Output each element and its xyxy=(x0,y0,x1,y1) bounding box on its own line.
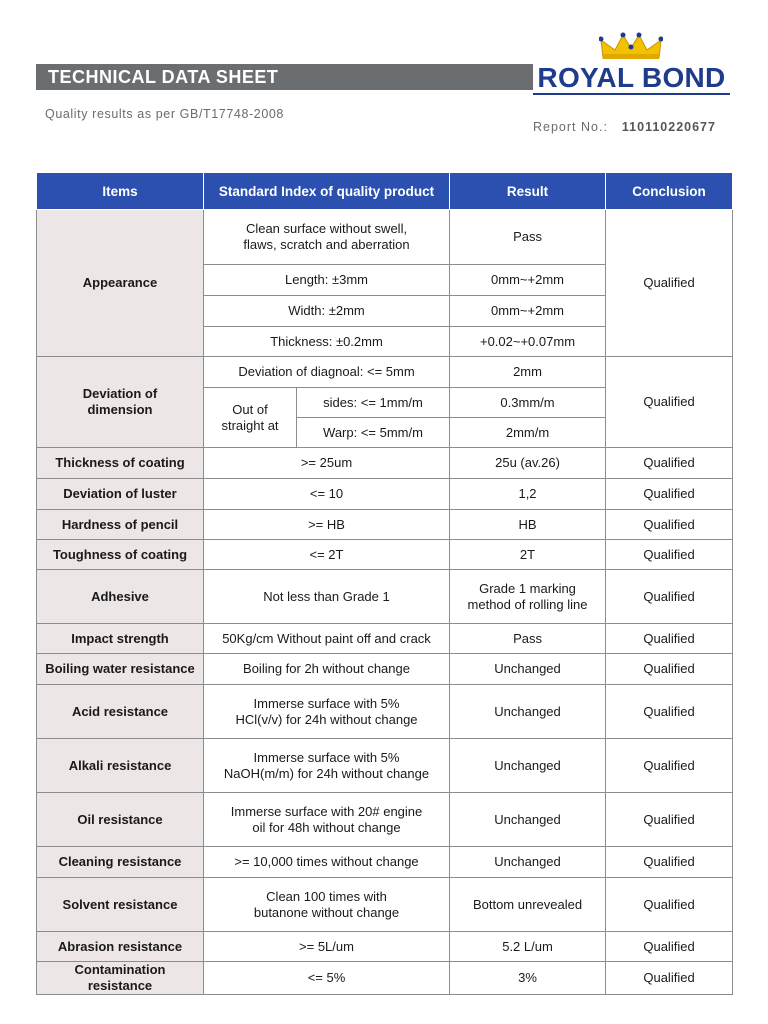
table-row xyxy=(37,932,733,962)
table-row xyxy=(37,962,733,995)
standard-cell: 50Kg/cm Without paint off and crack xyxy=(204,624,450,654)
standard-cell: >= 25um xyxy=(204,448,450,479)
conclusion-cell: Qualified xyxy=(606,479,733,510)
item-cell: Deviation of luster xyxy=(37,479,204,510)
standard-cell: <= 10 xyxy=(204,479,450,510)
standard-cell: Width: ±2mm xyxy=(204,296,450,327)
table-row xyxy=(37,210,733,265)
conclusion-cell: Qualified xyxy=(606,739,733,793)
standard-cell: Boiling for 2h without change xyxy=(204,654,450,685)
table-row xyxy=(37,479,733,510)
table-row xyxy=(37,510,733,540)
header-standard: Standard Index of quality product xyxy=(204,173,450,210)
result-cell: HB xyxy=(450,510,606,540)
table-row xyxy=(37,878,733,932)
item-cell: Oil resistance xyxy=(37,793,204,847)
standard-cell: Immerse surface with 5% NaOH(m/m) for 24h without change xyxy=(204,739,450,793)
item-cell: Boiling water resistance xyxy=(37,654,204,685)
item-cell: Cleaning resistance xyxy=(37,847,204,878)
result-cell: Pass xyxy=(450,210,606,265)
conclusion-cell: Qualified xyxy=(606,448,733,479)
straight-label-cell: Out of straight at xyxy=(204,388,297,448)
header-result: Result xyxy=(450,173,606,210)
table-row xyxy=(37,540,733,570)
table-row xyxy=(37,624,733,654)
table-row xyxy=(37,739,733,793)
standard-cell: Not less than Grade 1 xyxy=(204,570,450,624)
result-cell: 3% xyxy=(450,962,606,995)
result-cell: Unchanged xyxy=(450,654,606,685)
standard-cell: Thickness: ±0.2mm xyxy=(204,327,450,357)
report-label: Report No.: xyxy=(533,120,608,134)
table-row xyxy=(37,847,733,878)
conclusion-cell: Qualified xyxy=(606,570,733,624)
result-cell: Unchanged xyxy=(450,793,606,847)
table-header-row xyxy=(37,173,733,210)
conclusion-cell: Qualified xyxy=(606,624,733,654)
conclusion-cell: Qualified xyxy=(606,793,733,847)
result-cell: +0.02~+0.07mm xyxy=(450,327,606,357)
item-cell: Solvent resistance xyxy=(37,878,204,932)
item-cell: Thickness of coating xyxy=(37,448,204,479)
quality-table xyxy=(36,172,733,995)
conclusion-cell: Qualified xyxy=(606,847,733,878)
standard-cell: >= HB xyxy=(204,510,450,540)
item-cell: Adhesive xyxy=(37,570,204,624)
conclusion-cell: Qualified xyxy=(606,878,733,932)
result-cell: 2T xyxy=(450,540,606,570)
standard-cell: >= 10,000 times without change xyxy=(204,847,450,878)
table-row xyxy=(37,570,733,624)
standard-cell: sides: <= 1mm/m xyxy=(297,388,450,418)
item-cell: Hardness of pencil xyxy=(37,510,204,540)
item-cell: Acid resistance xyxy=(37,685,204,739)
conclusion-cell: Qualified xyxy=(606,685,733,739)
standard-cell: Warp: <= 5mm/m xyxy=(297,418,450,448)
result-cell: Unchanged xyxy=(450,685,606,739)
result-cell: 0mm~+2mm xyxy=(450,265,606,296)
conclusion-cell: Qualified xyxy=(606,932,733,962)
table-row xyxy=(37,448,733,479)
result-cell: 2mm xyxy=(450,357,606,388)
table-row xyxy=(37,685,733,739)
table-row xyxy=(37,654,733,685)
result-cell: 5.2 L/um xyxy=(450,932,606,962)
item-cell: Abrasion resistance xyxy=(37,932,204,962)
result-cell: 2mm/m xyxy=(450,418,606,448)
item-cell: Appearance xyxy=(37,210,204,357)
result-cell: Unchanged xyxy=(450,847,606,878)
document-title: TECHNICAL DATA SHEET xyxy=(48,67,279,87)
brand-name: ROYAL BOND xyxy=(533,62,730,95)
crown-icon xyxy=(599,32,663,60)
standard-cell: <= 5% xyxy=(204,962,450,995)
conclusion-cell: Qualified xyxy=(606,962,733,995)
header-conclusion: Conclusion xyxy=(606,173,733,210)
result-cell: Grade 1 marking method of rolling line xyxy=(450,570,606,624)
item-cell: Toughness of coating xyxy=(37,540,204,570)
conclusion-cell: Qualified xyxy=(606,540,733,570)
result-cell: Unchanged xyxy=(450,739,606,793)
result-cell: 0.3mm/m xyxy=(450,388,606,418)
standard-cell: Clean 100 times with butanone without change xyxy=(204,878,450,932)
result-cell: Pass xyxy=(450,624,606,654)
royal-bond-logo xyxy=(533,32,730,94)
table-row xyxy=(37,357,733,388)
table-row xyxy=(37,793,733,847)
result-cell: Bottom unrevealed xyxy=(450,878,606,932)
standard-cell: >= 5L/um xyxy=(204,932,450,962)
standard-cell: Length: ±3mm xyxy=(204,265,450,296)
result-cell: 1,2 xyxy=(450,479,606,510)
standard-cell: Immerse surface with 20# engine oil for 48h without change xyxy=(204,793,450,847)
standard-cell: Clean surface without swell, flaws, scratch and aberration xyxy=(204,210,450,265)
standard-cell: Immerse surface with 5% HCl(v/v) for 24h without change xyxy=(204,685,450,739)
standard-cell: Deviation of diagnoal: <= 5mm xyxy=(204,357,450,388)
result-cell: 0mm~+2mm xyxy=(450,296,606,327)
conclusion-cell: Qualified xyxy=(606,654,733,685)
item-cell: Deviation of dimension xyxy=(37,357,204,448)
result-cell: 25u (av.26) xyxy=(450,448,606,479)
standard-cell: <= 2T xyxy=(204,540,450,570)
header-items: Items xyxy=(37,173,204,210)
conclusion-cell: Qualified xyxy=(606,510,733,540)
item-cell: Impact strength xyxy=(37,624,204,654)
report-number xyxy=(533,120,716,134)
conclusion-cell: Qualified xyxy=(606,210,733,357)
conclusion-cell: Qualified xyxy=(606,357,733,448)
subtitle: Quality results as per GB/T17748-2008 xyxy=(45,107,284,121)
report-number-value: 110110220677 xyxy=(621,120,716,134)
item-cell: Alkali resistance xyxy=(37,739,204,793)
item-cell: Contamination resistance xyxy=(37,962,204,995)
